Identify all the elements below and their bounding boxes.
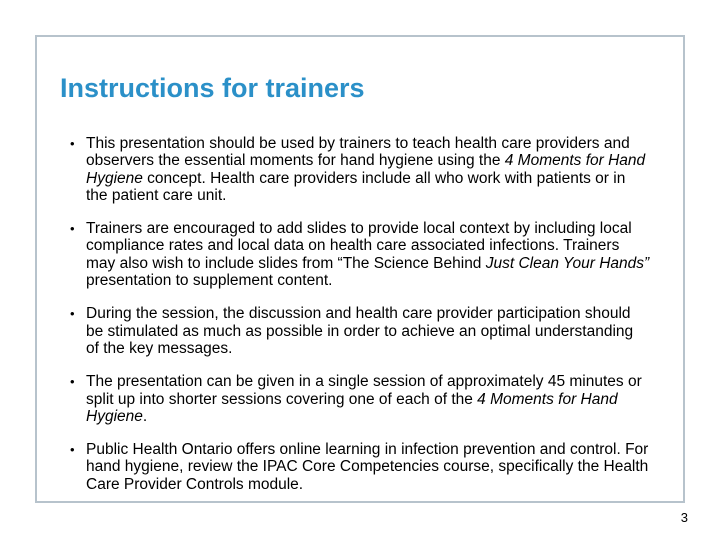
bullet-text: This presentation should be used by trainers to teach health care providers and observers the essential moments for hand hygiene using the	[86, 135, 630, 170]
bullet-item	[70, 373, 650, 425]
bullet-text: The presentation can be given in a single session of approximately 45 minutes or split up into shorter sessions covering one of each of the	[86, 373, 642, 408]
bullet-item	[70, 135, 650, 204]
slide-title: Instructions for trainers	[60, 73, 365, 103]
bullet-text: presentation to supplement content.	[86, 272, 333, 290]
bullet-item	[70, 220, 650, 289]
bullet-item	[70, 305, 650, 357]
page-number: 3	[680, 510, 688, 525]
bullet-emphasis: 4 Moments for Hand Hygiene	[86, 152, 646, 187]
bullet-list	[70, 135, 650, 509]
bullet-text: Trainers are encouraged to add slides to provide local context by including local compliance rates and local data on health care associated infections. Trainers may also wish to include slides from “The Science Behind	[86, 220, 632, 272]
bullet-text: During the session, the discussion and health care provider participation should be stimulated as much as possible in order to achieve an optimal understanding of the key messages.	[86, 305, 634, 357]
bullet-emphasis: Just Clean Your Hands”	[485, 254, 650, 272]
bullet-text: concept. Health care providers include all who work with patients or in the patient care unit.	[86, 169, 626, 204]
bullet-text: .	[142, 407, 148, 425]
bullet-text: Public Health Ontario offers online learning in infection prevention and control. For hand hygiene, review the IPAC Core Competencies course, specifically the Health Care Provider Controls module.	[86, 441, 649, 493]
bullet-item	[70, 441, 650, 493]
bullet-emphasis: 4 Moments for Hand Hygiene	[86, 390, 618, 425]
